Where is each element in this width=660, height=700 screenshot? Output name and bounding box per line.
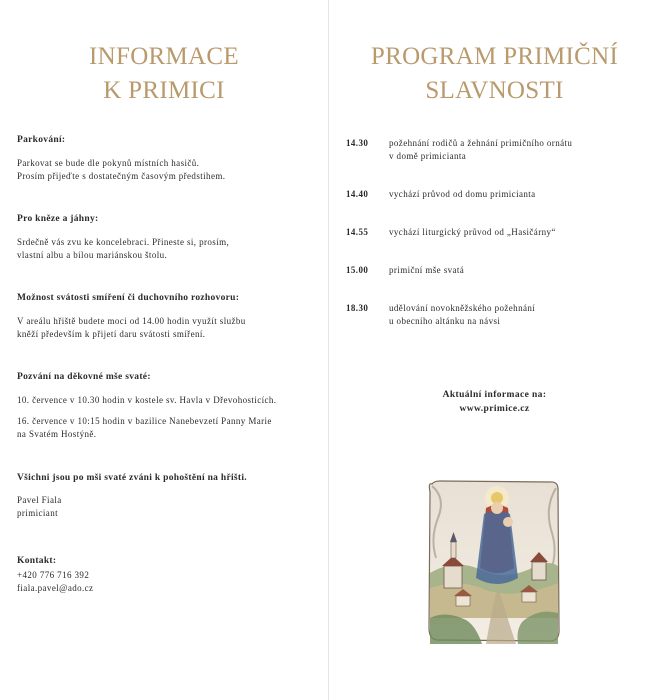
invite-title: Všichni jsou po mši svaté zváni k pohoštění na hřišti.: [17, 473, 247, 483]
invite-section: [17, 472, 317, 495]
parking-line-1: Parkovat se bude dle pokynů místních hasičů.: [17, 158, 200, 168]
parking-title: Parkování:: [17, 135, 66, 145]
info-block: [329, 388, 660, 416]
thanks-item-1: [17, 394, 317, 407]
thanks-item-2: [17, 415, 317, 441]
info-label: Aktuální informace na:: [442, 390, 547, 400]
program-desc: [389, 302, 634, 328]
parking-line-2: Prosím přijeďte s dostatečným časovým předstihem.: [17, 171, 226, 181]
info-heading-line-2: K PRIMICI: [103, 77, 225, 104]
program-desc-line: v domě primicianta: [389, 151, 467, 161]
website-link[interactable]: www.primice.cz: [459, 404, 530, 414]
confession-line-1: V areálu hřiště budete moci od 14.00 hodin využít službu: [17, 316, 246, 326]
thanks-item-2-line-1: 16. července v 10:15 hodin v bazilice Nanebevzetí Panny Marie: [17, 416, 272, 426]
info-heading: [0, 40, 328, 108]
program-desc: [389, 264, 634, 277]
program-heading: [329, 40, 660, 108]
parking-text: [17, 157, 317, 183]
signature-section: [17, 494, 317, 520]
program-heading-line-1: PROGRAM PRIMIČNÍ: [370, 43, 619, 70]
program-time: 14.55: [346, 227, 369, 237]
thanks-item-1-line-1: 10. července v 10.30 hodin v kostele sv. Havla v Dřevohosticích.: [17, 395, 277, 405]
confession-section: [17, 292, 317, 341]
signature-role: primiciant: [17, 508, 58, 518]
contact-title: Kontakt:: [17, 556, 57, 566]
clergy-text: [17, 236, 317, 262]
program-desc-line: u obecního altánku na návsi: [389, 316, 501, 326]
thanks-item-2-line-2: na Svatém Hostýně.: [17, 429, 97, 439]
program-time: 14.40: [346, 189, 369, 199]
info-heading-line-1: INFORMACE: [89, 43, 239, 70]
left-panel: [0, 0, 328, 700]
parking-section: [17, 134, 317, 183]
contact-phone[interactable]: +420 776 716 392: [17, 570, 90, 580]
confession-text: [17, 315, 317, 341]
clergy-line-1: Srdečně vás zvu ke koncelebraci. Přineste si, prosím,: [17, 237, 230, 247]
program-heading-line-2: SLAVNOSTI: [425, 77, 564, 104]
program-desc-line: primiční mše svatá: [389, 265, 465, 275]
madonna-illustration: [426, 478, 562, 644]
thanks-title: Pozvání na děkovné mše svaté:: [17, 372, 151, 382]
clergy-section: [17, 213, 317, 262]
confession-line-2: kněží především k přijetí daru svátosti smíření.: [17, 329, 206, 339]
program-desc-line: požehnání rodičů a žehnání primičního ornátu: [389, 138, 573, 148]
program-time: 14.30: [346, 138, 369, 148]
signature-name: Pavel Fiala: [17, 495, 62, 505]
program-desc-line: udělování novokněžského požehnání: [389, 303, 536, 313]
program-desc-line: vychází liturgický průvod od „Hasičárny“: [389, 227, 556, 237]
confession-title: Možnost svátosti smíření či duchovního rozhovoru:: [17, 293, 240, 303]
clergy-title: Pro kněze a jáhny:: [17, 214, 99, 224]
program-time: 18.30: [346, 303, 369, 313]
right-panel: [329, 0, 660, 700]
program-desc: [389, 226, 634, 239]
program-desc: [389, 137, 634, 163]
signature-text: [17, 494, 317, 520]
thanks-section: [17, 371, 317, 441]
program-desc-line: vychází průvod od domu primicianta: [389, 189, 536, 199]
contact-text: [17, 569, 317, 595]
contact-section: [17, 555, 317, 595]
program-desc: [389, 188, 634, 201]
program-time: 15.00: [346, 265, 369, 275]
clergy-line-2: vlastní albu a bílou mariánskou štolu.: [17, 250, 168, 260]
contact-email[interactable]: fiala.pavel@ado.cz: [17, 583, 94, 593]
